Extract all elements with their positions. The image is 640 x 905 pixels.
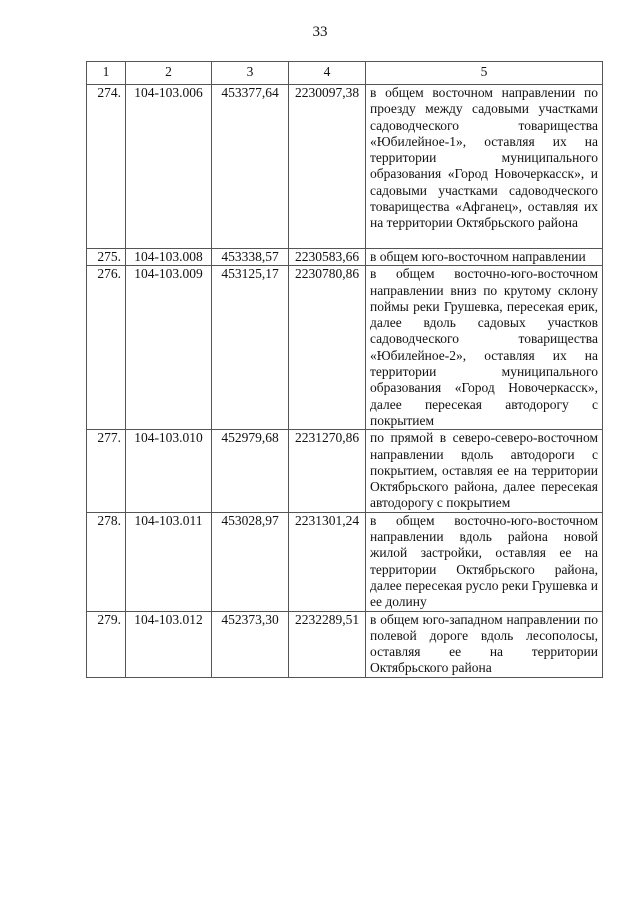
boundary-table bbox=[86, 61, 603, 678]
row-number: 275. bbox=[87, 249, 126, 266]
table-row bbox=[87, 85, 603, 249]
row-number: 274. bbox=[87, 85, 126, 249]
point-code: 104-103.008 bbox=[126, 249, 212, 266]
row-number: 278. bbox=[87, 512, 126, 611]
header-row bbox=[87, 62, 603, 85]
coord-x: 453377,64 bbox=[212, 85, 289, 249]
coord-y: 2232289,51 bbox=[289, 611, 366, 677]
coord-y: 2231270,86 bbox=[289, 430, 366, 512]
coord-y: 2230097,38 bbox=[289, 85, 366, 249]
route-description: в общем восточно-юго-восточном направлении вдоль района новой жилой застройки, оставляя ее на территории Октябрьского района, далее пересекая русло реки Грушевка и ее долину bbox=[366, 512, 603, 611]
table-row bbox=[87, 611, 603, 677]
header-cell-1: 1 bbox=[87, 62, 126, 85]
coord-x: 452979,68 bbox=[212, 430, 289, 512]
coord-x: 453125,17 bbox=[212, 266, 289, 430]
header-cell-4: 4 bbox=[289, 62, 366, 85]
header-cell-3: 3 bbox=[212, 62, 289, 85]
point-code: 104-103.009 bbox=[126, 266, 212, 430]
coord-x: 452373,30 bbox=[212, 611, 289, 677]
coord-y: 2230583,66 bbox=[289, 249, 366, 266]
point-code: 104-103.011 bbox=[126, 512, 212, 611]
coord-x: 453338,57 bbox=[212, 249, 289, 266]
table-row bbox=[87, 266, 603, 430]
route-description: в общем восточном направлении по проезду между садовыми участками садоводческого товарищества «Юбилейное-1», оставляя их на территории муниципального образования «Город Новочеркасск», и садовыми участками садоводческого товарищества «Афганец», оставляя их на территории Октябрьского района bbox=[366, 85, 603, 249]
table-row bbox=[87, 430, 603, 512]
page-number: 33 bbox=[312, 24, 328, 40]
coord-y: 2231301,24 bbox=[289, 512, 366, 611]
point-code: 104-103.006 bbox=[126, 85, 212, 249]
header-cell-5: 5 bbox=[366, 62, 603, 85]
point-code: 104-103.010 bbox=[126, 430, 212, 512]
coord-x: 453028,97 bbox=[212, 512, 289, 611]
coord-y: 2230780,86 bbox=[289, 266, 366, 430]
table-row bbox=[87, 249, 603, 266]
point-code: 104-103.012 bbox=[126, 611, 212, 677]
row-number: 279. bbox=[87, 611, 126, 677]
row-number: 276. bbox=[87, 266, 126, 430]
header-cell-2: 2 bbox=[126, 62, 212, 85]
row-number: 277. bbox=[87, 430, 126, 512]
route-description: в общем восточно-юго-восточном направлении вниз по крутому склону поймы реки Грушевка, пересекая ерик, далее вдоль садовых участков садоводческого товарищества «Юбилейное-2», оставляя их на территории муниципального образования «Город Новочеркасск», далее пересекая автодорогу с покрытием bbox=[366, 266, 603, 430]
route-description: в общем юго-восточном направлении bbox=[366, 249, 603, 266]
table-row bbox=[87, 512, 603, 611]
route-description: по прямой в северо-северо-восточном направлении вдоль автодороги с покрытием, оставляя ее на территории Октябрьского района, далее пересекая автодорогу с покрытием bbox=[366, 430, 603, 512]
route-description: в общем юго-западном направлении по полевой дороге вдоль лесополосы, оставляя ее на территории Октябрьского района bbox=[366, 611, 603, 677]
